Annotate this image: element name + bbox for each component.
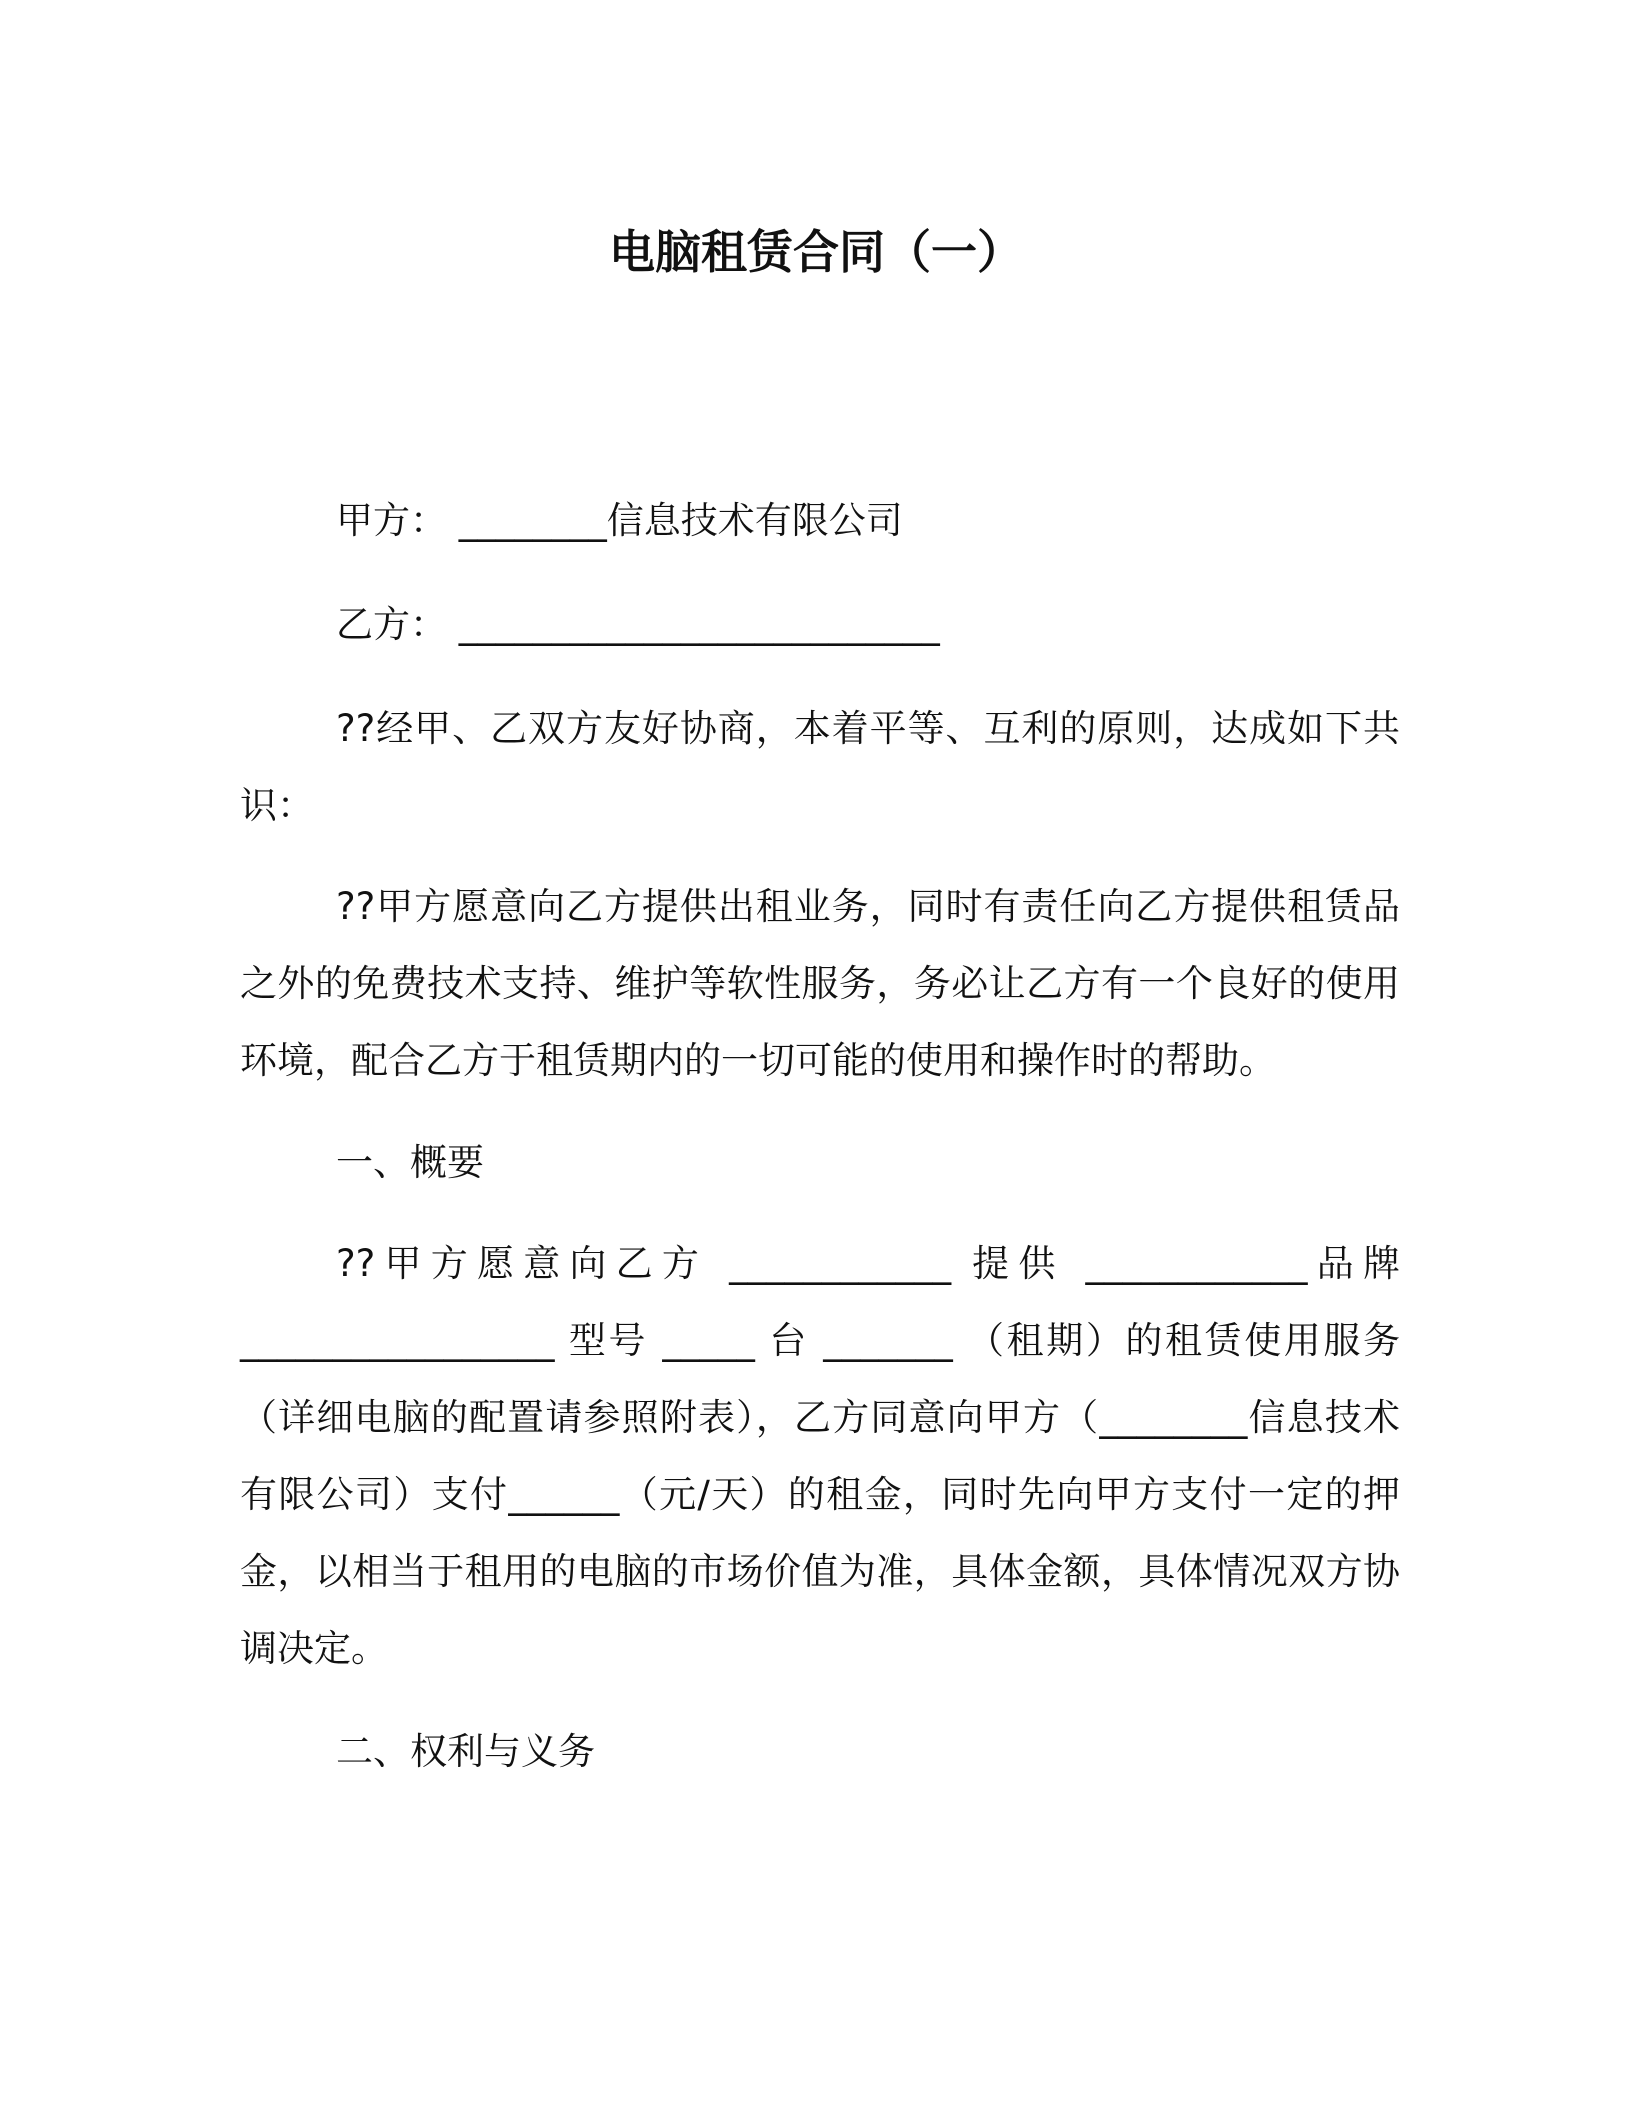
intro-paragraph: ??经甲、乙双方友好协商，本着平等、互利的原则，达成如下共识：: [240, 707, 1400, 827]
service-paragraph: ??甲方愿意向乙方提供出租业务，同时有责任向乙方提供租赁品之外的免费技术支持、维护等软性服务，务必让乙方有一个良好的使用环境，配合乙方于租赁期内的一切可能的使用和操作时的帮助。: [240, 885, 1400, 1082]
party-a-line: 甲方： ________信息技术有限公司: [336, 499, 903, 542]
party-b-line: 乙方： __________________________: [336, 603, 940, 646]
document-title: 电脑租赁合同（一）: [609, 225, 1023, 279]
overview-paragraph: ??甲方愿意向乙方 ____________ 提供 ____________品牌 _________________ 型号 _____ 台 _______ （租期）的租赁使用服务（详细电脑的配置请参照附表），乙方同意向甲方（________信息技术有限公司）支付______（元/天）的租金，同时先向甲方支付一定的押金，以相当于租用的电脑的市场价值为准，具体金额，具体情况双方协调决定。: [240, 1242, 1400, 1670]
section-heading-rights: 二、权利与义务: [336, 1730, 595, 1773]
section-heading-overview: 一、概要: [336, 1141, 484, 1184]
